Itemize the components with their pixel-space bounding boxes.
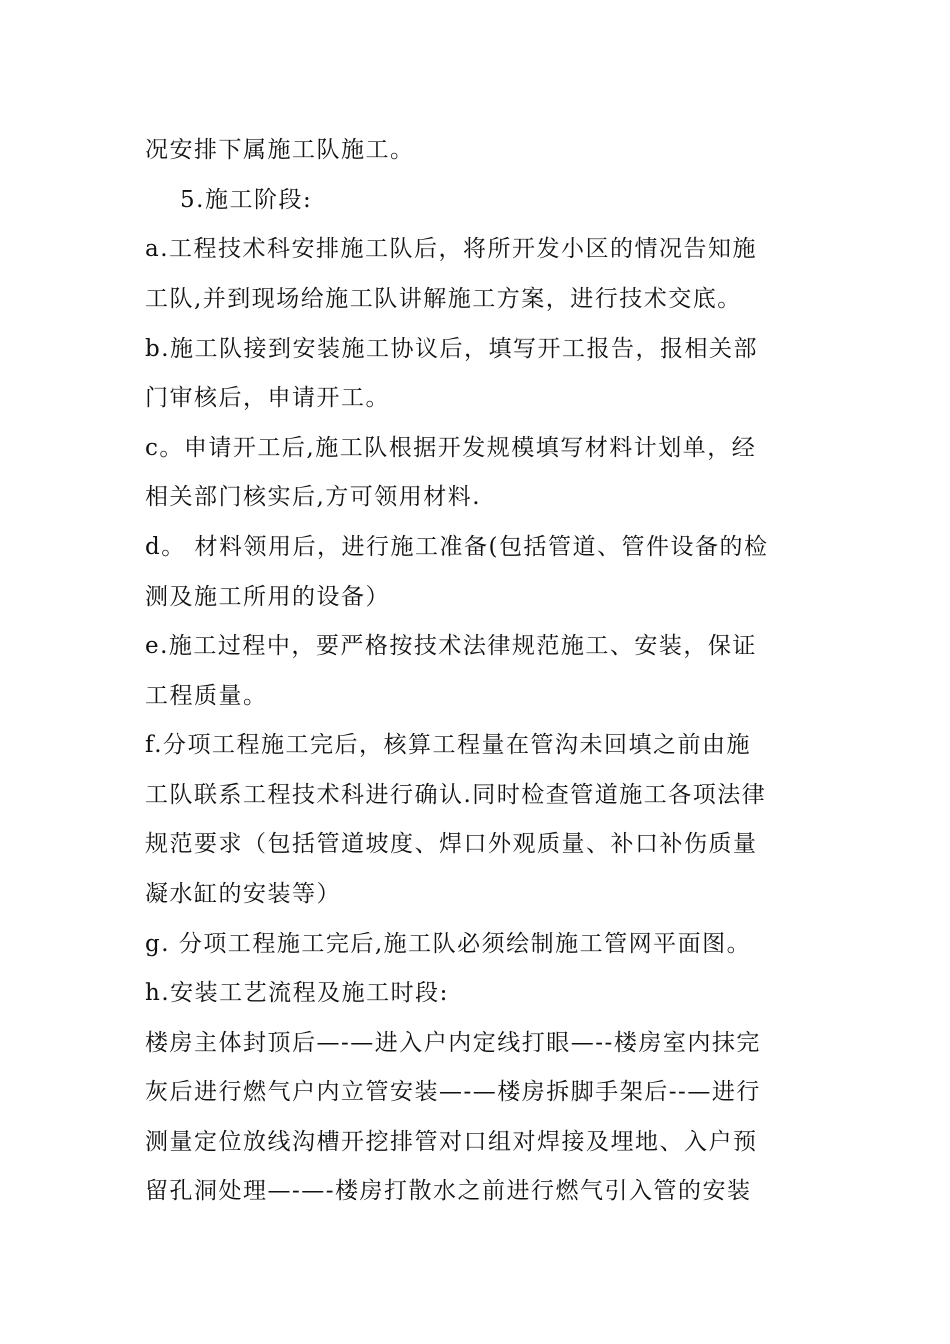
text-line: f.分项工程施工完后，核算工程量在管沟未回填之前由施	[145, 732, 752, 758]
text-line: b.施工队接到安装施工协议后，填写开工报告，报相关部	[145, 336, 759, 362]
text-line: 门审核后，申请开工。	[145, 385, 390, 411]
text-line: d。 材料领用后，进行施工准备(包括管道、管件设备的检	[145, 534, 769, 560]
section-heading: 5.施工阶段:	[180, 187, 313, 213]
text-line: 工队,并到现场给施工队讲解施工方案，进行技术交底。	[145, 286, 742, 312]
text-line: 测量定位放线沟槽开挖排管对口组对焊接及埋地、入户预	[145, 1129, 758, 1155]
text-line: h.安装工艺流程及施工时段:	[145, 980, 449, 1006]
text-line: 相关部门核实后,方可领用材料.	[145, 484, 482, 510]
text-line: 留孔洞处理—-—-楼房打散水之前进行燃气引入管的安装	[145, 1178, 752, 1204]
text-line: 灰后进行燃气户内立管安装—-—楼房拆脚手架后--—进行	[145, 1079, 761, 1105]
text-line: 凝水缸的安装等）	[145, 881, 341, 907]
text-line: 楼房主体封顶后—-—进入户内定线打眼—--楼房室内抹完	[145, 1030, 761, 1056]
text-line: c。申请开工后,施工队根据开发规模填写材料计划单，经	[145, 435, 757, 461]
text-line: 工队联系工程技术科进行确认.同时检查管道施工各项法律	[145, 782, 767, 808]
text-line: 测及施工所用的设备）	[145, 584, 390, 610]
text-line: a.工程技术科安排施工队后，将所开发小区的情况告知施	[145, 236, 758, 262]
text-line: e.施工过程中，要严格按技术法律规范施工、安装，保证	[145, 633, 757, 659]
text-line: 规范要求（包括管道坡度、焊口外观质量、补口补伤质量	[145, 831, 758, 857]
text-line: 工程质量。	[145, 683, 268, 709]
text-line: 况安排下属施工队施工。	[145, 137, 415, 163]
text-line: g. 分项工程施工完后,施工队必须绘制施工管网平面图。	[145, 931, 752, 957]
